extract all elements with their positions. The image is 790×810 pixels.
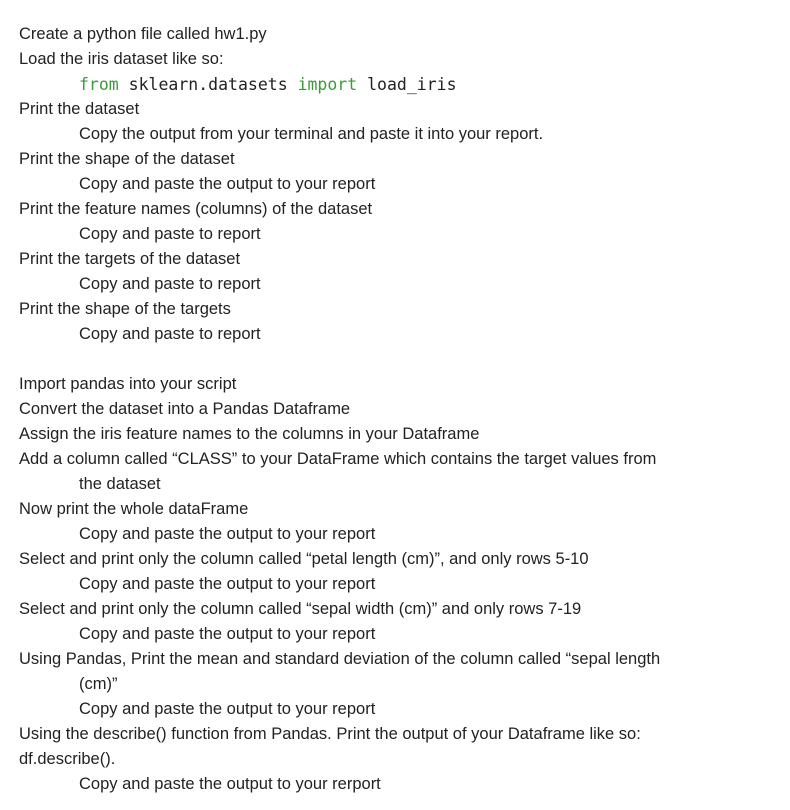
copy-paste-output-line: Copy and paste the output to your report <box>79 575 376 593</box>
code-name: load_iris <box>357 75 457 94</box>
copy-paste-output-line: Copy and paste the output to your report <box>79 625 376 643</box>
code-module: sklearn.datasets <box>118 75 298 94</box>
copy-paste-output-line: Copy and paste the output to your report <box>79 175 376 193</box>
add-class-column-line: Add a column called “CLASS” to your DataFrame which contains the target values from <box>19 450 657 468</box>
print-dataset-line: Print the dataset <box>19 100 140 118</box>
code-keyword-from: from <box>79 75 119 94</box>
describe-code-line: df.describe(). <box>19 750 116 768</box>
copy-paste-report-line: Copy and paste to report <box>79 225 261 243</box>
print-targets-line: Print the targets of the dataset <box>19 250 241 268</box>
copy-paste-output-line: Copy and paste the output to your report <box>79 700 376 718</box>
create-file-line: Create a python file called hw1.py <box>19 25 267 43</box>
mean-std-line: Using Pandas, Print the mean and standard deviation of the column called “sepal length <box>19 650 661 668</box>
copy-terminal-line: Copy the output from your terminal and paste it into your report. <box>79 125 544 143</box>
blank-spacer <box>0 347 790 372</box>
code-snippet-import <box>0 72 790 97</box>
copy-paste-report-line: Copy and paste to report <box>79 325 261 343</box>
load-iris-line: Load the iris dataset like so: <box>19 50 224 68</box>
select-sepal-width-line: Select and print only the column called “sepal width (cm)” and only rows 7-19 <box>19 600 582 618</box>
print-shape-line: Print the shape of the dataset <box>19 150 235 168</box>
convert-dataframe-line: Convert the dataset into a Pandas Dataframe <box>19 400 351 418</box>
copy-paste-report-line: Copy and paste to report <box>79 275 261 293</box>
print-whole-dataframe-line: Now print the whole dataFrame <box>19 500 249 518</box>
copy-paste-rerport-line: Copy and paste the output to your rerport <box>79 775 381 793</box>
import-pandas-line: Import pandas into your script <box>19 375 237 393</box>
add-class-column-continuation: the dataset <box>79 475 161 493</box>
code-keyword-import: import <box>297 75 358 94</box>
copy-paste-output-line: Copy and paste the output to your report <box>79 525 376 543</box>
mean-std-continuation: (cm)” <box>79 675 118 693</box>
print-feature-names-line: Print the feature names (columns) of the dataset <box>19 200 373 218</box>
print-targets-shape-line: Print the shape of the targets <box>19 300 231 318</box>
assign-names-line: Assign the iris feature names to the columns in your Dataframe <box>19 425 480 443</box>
select-petal-length-line: Select and print only the column called “petal length (cm)”, and only rows 5-10 <box>19 550 589 568</box>
describe-line: Using the describe() function from Pandas. Print the output of your Dataframe like so: <box>19 725 641 743</box>
